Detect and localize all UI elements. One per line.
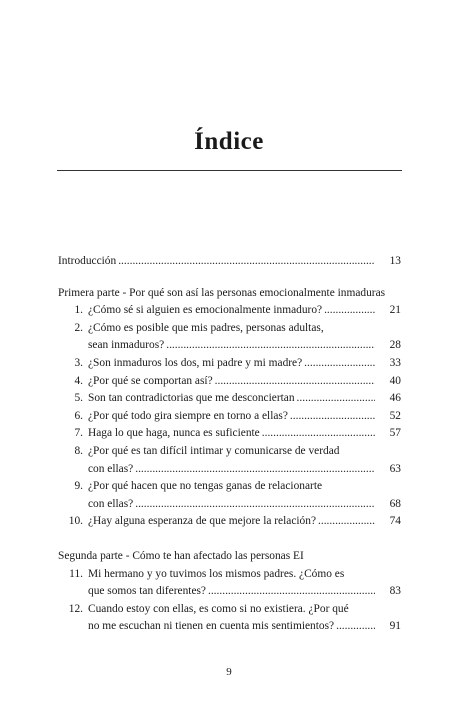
dot-leader xyxy=(336,618,375,636)
chapter-number: 7. xyxy=(74,427,83,440)
toc-chapter-entry xyxy=(58,320,401,355)
toc-entry-page: 13 xyxy=(389,255,401,267)
toc-entry-introduction xyxy=(58,253,401,271)
part-two-list xyxy=(58,566,401,636)
toc-chapter-entry xyxy=(58,566,401,601)
page-title: Índice xyxy=(194,128,264,155)
chapter-title: con ellas? xyxy=(88,462,134,475)
chapter-page: 74 xyxy=(389,515,401,528)
page-number: 9 xyxy=(226,666,232,678)
chapter-title: Cuando estoy con ellas, es como si no existiera. ¿Por qué xyxy=(88,602,349,615)
chapter-number: 11. xyxy=(69,567,83,580)
toc-chapter-entry xyxy=(58,443,401,478)
part-one-list xyxy=(58,302,401,531)
chapter-number: 3. xyxy=(74,356,83,369)
chapter-page: 33 xyxy=(389,356,401,369)
chapter-page: 40 xyxy=(389,374,401,387)
chapter-title: ¿Por qué se comportan así? xyxy=(88,374,213,387)
chapter-title: Mi hermano y yo tuvimos los mismos padres. ¿Cómo es xyxy=(88,567,345,580)
chapter-number: 1. xyxy=(74,304,83,317)
toc-chapter-entry xyxy=(58,478,401,513)
toc-chapter-entry xyxy=(58,601,401,636)
title-rule xyxy=(57,170,402,171)
chapter-page: 91 xyxy=(389,620,401,633)
chapter-number: 4. xyxy=(74,374,83,387)
chapter-title: sean inmaduros? xyxy=(88,339,165,352)
dot-leader xyxy=(166,337,375,355)
dot-leader xyxy=(118,253,375,271)
table-of-contents xyxy=(58,253,401,636)
chapter-title: ¿Cómo es posible que mis padres, personas adultas, xyxy=(88,321,324,334)
chapter-title: Son tan contradictorias que me desconciertan xyxy=(88,392,295,405)
dot-leader xyxy=(135,461,375,479)
chapter-number: 9. xyxy=(74,480,83,493)
chapter-title: ¿Son inmaduros los dos, mi padre y mi madre? xyxy=(88,356,303,369)
part-one-heading: Primera parte - Por qué son así las personas emocionalmente inmaduras xyxy=(58,286,386,299)
chapter-title: ¿Cómo sé si alguien es emocionalmente inmaduro? xyxy=(88,304,323,317)
chapter-number: 2. xyxy=(74,321,83,334)
chapter-title: ¿Hay alguna esperanza de que mejore la relación? xyxy=(88,515,317,528)
chapter-number: 6. xyxy=(74,409,83,422)
toc-chapter-entry xyxy=(58,302,401,320)
dot-leader xyxy=(262,425,375,443)
chapter-page: 46 xyxy=(389,392,401,405)
chapter-title: que somos tan diferentes? xyxy=(88,585,206,598)
chapter-page: 52 xyxy=(389,409,401,422)
toc-chapter-entry xyxy=(58,408,401,426)
chapter-page: 83 xyxy=(389,585,401,598)
dot-leader xyxy=(318,513,375,531)
chapter-number: 10. xyxy=(68,515,83,528)
toc-chapter-entry xyxy=(58,373,401,391)
chapter-number: 5. xyxy=(74,392,83,405)
chapter-title: ¿Por qué es tan difícil intimar y comunicarse de verdad xyxy=(88,444,340,457)
chapter-number: 12. xyxy=(68,602,83,615)
dot-leader xyxy=(135,496,375,514)
chapter-title: ¿Por qué todo gira siempre en torno a ellas? xyxy=(88,409,288,422)
dot-leader xyxy=(290,408,375,426)
dot-leader xyxy=(208,583,375,601)
part-two-heading: Segunda parte - Cómo te han afectado las personas EI xyxy=(58,549,304,562)
chapter-page: 21 xyxy=(389,304,401,317)
chapter-page: 63 xyxy=(389,462,401,475)
chapter-number: 8. xyxy=(74,444,83,457)
dot-leader xyxy=(324,302,375,320)
toc-chapter-entry xyxy=(58,390,401,408)
dot-leader xyxy=(215,373,375,391)
chapter-title: no me escuchan ni tienen en cuenta mis sentimientos? xyxy=(88,620,335,633)
chapter-page: 68 xyxy=(389,497,401,510)
chapter-title: con ellas? xyxy=(88,497,134,510)
chapter-page: 57 xyxy=(389,427,401,440)
toc-chapter-entry xyxy=(58,513,401,531)
dot-leader xyxy=(304,355,375,373)
chapter-page: 28 xyxy=(389,339,401,352)
dot-leader xyxy=(297,390,375,408)
toc-entry-label: Introducción xyxy=(58,255,117,267)
toc-chapter-entry xyxy=(58,425,401,443)
toc-chapter-entry xyxy=(58,355,401,373)
chapter-title: Haga lo que haga, nunca es suficiente xyxy=(88,427,260,440)
chapter-title: ¿Por qué hacen que no tengas ganas de relacionarte xyxy=(88,480,323,493)
